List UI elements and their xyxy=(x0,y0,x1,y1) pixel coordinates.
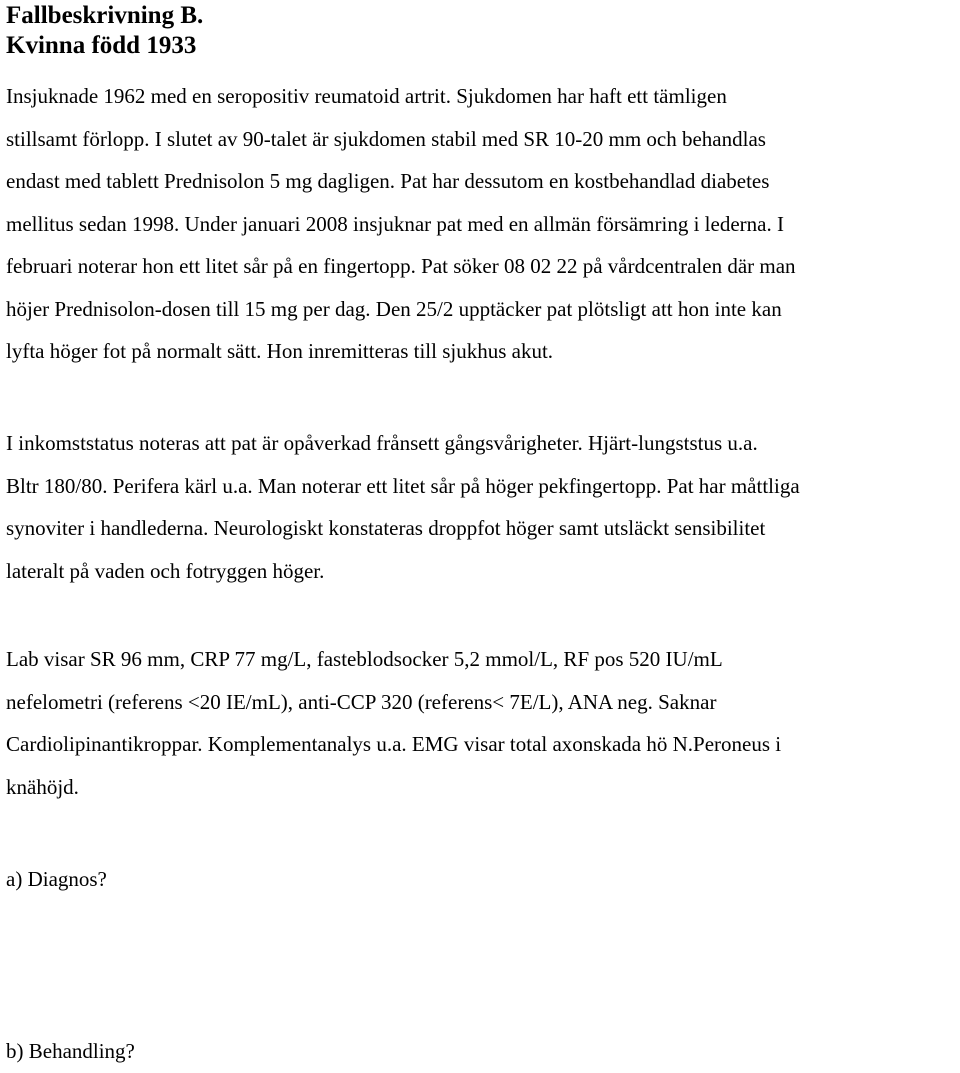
status-line: Bltr 180/80. Perifera kärl u.a. Man noterar ett litet sår på höger pekfingertopp. Pat har måttliga xyxy=(6,473,800,498)
lab-line: nefelometri (referens <20 IE/mL), anti-CCP 320 (referens< 7E/L), ANA neg. Saknar xyxy=(6,689,717,714)
history-line: februari noterar hon ett litet sår på en fingertopp. Pat söker 08 02 22 på vårdcentralen där man xyxy=(6,254,796,278)
history-line: Insjuknade 1962 med en seropositiv reumatoid artrit. Sjukdomen har haft ett tämligen xyxy=(6,84,727,108)
history-line: mellitus sedan 1998. Under januari 2008 insjuknar pat med en allmän försämring i lederna. I xyxy=(6,211,784,236)
lab-paragraph xyxy=(6,638,781,808)
lab-line: Cardiolipinantikroppar. Komplementanalys u.a. EMG visar total axonskada hö N.Peroneus i xyxy=(6,732,782,756)
history-line: endast med tablett Prednisolon 5 mg dagligen. Pat har dessutom en kostbehandlad diabetes xyxy=(6,169,770,193)
status-line: synoviter i handlederna. Neurologiskt konstateras droppfot höger samt utsläckt sensibilitet xyxy=(6,516,766,540)
status-line: I inkomststatus noteras att pat är opåverkad frånsett gångsvårigheter. Hjärt-lungststus u.a. xyxy=(6,431,758,455)
history-line: lyfta höger fot på normalt sätt. Hon inremitteras till sjukhus akut. xyxy=(6,339,554,363)
document-subtitle: Kvinna född 1933 xyxy=(6,32,197,59)
history-line: stillsamt förlopp. I slutet av 90-talet är sjukdomen stabil med SR 10-20 mm och behandlas xyxy=(6,126,766,151)
status-paragraph xyxy=(6,422,800,592)
question-treatment: b) Behandling? xyxy=(6,1039,135,1063)
document-title: Fallbeskrivning B. xyxy=(6,2,204,29)
lab-line: knähöjd. xyxy=(6,774,79,799)
history-paragraph xyxy=(6,75,796,373)
history-line: höjer Prednisolon-dosen till 15 mg per dag. Den 25/2 upptäcker pat plötsligt att hon inte kan xyxy=(6,296,782,321)
question-diagnosis: a) Diagnos? xyxy=(6,867,107,891)
lab-line: Lab visar SR 96 mm, CRP 77 mg/L, fasteblodsocker 5,2 mmol/L, RF pos 520 IU/mL xyxy=(6,647,723,671)
status-line: lateralt på vaden och fotryggen höger. xyxy=(6,558,325,583)
